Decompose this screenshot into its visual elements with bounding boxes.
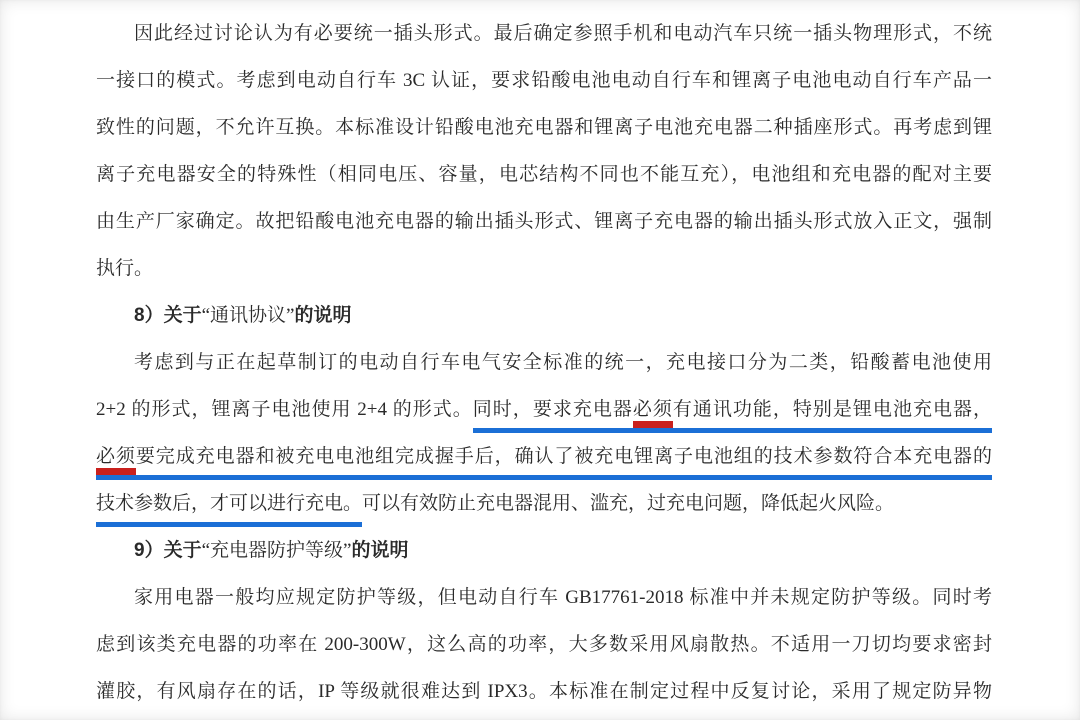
text-run: “充电器防护等级” (201, 540, 352, 561)
text-run: 9）关于 (134, 540, 202, 561)
text-line (96, 198, 992, 245)
text-line (96, 480, 992, 527)
text-run: 因此经过讨论认为有必要统一插头形式。最后确定参照手机和电动汽车只统一插头物理形式，不统 (134, 23, 992, 44)
text-run: 家用电器一般均应规定防护等级，但电动自行车 GB17761-2018 标准中并未规定防护等级。同时考 (134, 587, 992, 608)
text-run: 由生产厂家确定。故把铅酸电池充电器的输出插头形式、锂离子充电器的输出插头形式放入正文，强制 (96, 211, 992, 232)
text-line (96, 668, 992, 715)
red-blue-underlined-text: 必须 (633, 399, 673, 433)
text-run: 8）关于 (134, 305, 202, 326)
text-line (96, 57, 992, 104)
text-run: 执行。 (96, 258, 154, 279)
text-line (96, 386, 992, 433)
blue-underlined-text: 技术参数后，才可以进行充电。 (96, 493, 362, 527)
text-line (96, 151, 992, 198)
text-run: “通讯协议” (201, 305, 295, 326)
text-run: 一接口的模式。考虑到电动自行车 3C 认证，要求铅酸电池电动自行车和锂离子电池电动自行车产品一 (96, 70, 992, 91)
text-run: 2+2 的形式，锂离子电池使用 2+4 的形式。 (96, 399, 473, 420)
text-run: 虑到该类充电器的功率在 200-300W，这么高的功率，大多数采用风扇散热。不适用一刀切均要求密封 (96, 634, 992, 655)
red-blue-underlined-text: 必须 (96, 446, 136, 480)
text-run: 离子充电器安全的特殊性（相同电压、容量，电芯结构不同也不能互充），电池组和充电器的配对主要 (96, 164, 992, 185)
text-line (96, 245, 992, 292)
text-run: 灌胶，有风扇存在的话，IP 等级就很难达到 IPX3。本标准在制定过程中反复讨论，采用了规定防异物 (96, 681, 992, 702)
section-heading (96, 527, 992, 574)
text-line (96, 10, 992, 57)
text-line (96, 104, 992, 151)
text-line (96, 621, 992, 668)
text-run: 致性的问题，不允许互换。本标准设计铅酸电池充电器和锂离子电池充电器二种插座形式。再考虑到锂 (96, 117, 992, 138)
text-line (96, 433, 992, 480)
blue-underlined-text: 同时，要求充电器 (473, 399, 633, 433)
text-run: 的说明 (294, 305, 352, 326)
text-line (96, 339, 992, 386)
section-heading (96, 292, 992, 339)
text-run: 的说明 (351, 540, 409, 561)
text-run: 可以有效防止充电器混用、滥充，过充电问题，降低起火风险。 (362, 493, 895, 514)
blue-underlined-text: 要完成充电器和被充电电池组完成握手后，确认了被充电锂离子电池组的技术参数符合本充电器的 (136, 446, 992, 480)
text-run: 考虑到与正在起草制订的电动自行车电气安全标准的统一，充电接口分为二类，铅酸蓄电池使用 (134, 352, 992, 373)
text-line (96, 574, 992, 621)
blue-underlined-text: 有通讯功能，特别是锂电池充电器， (673, 399, 992, 433)
